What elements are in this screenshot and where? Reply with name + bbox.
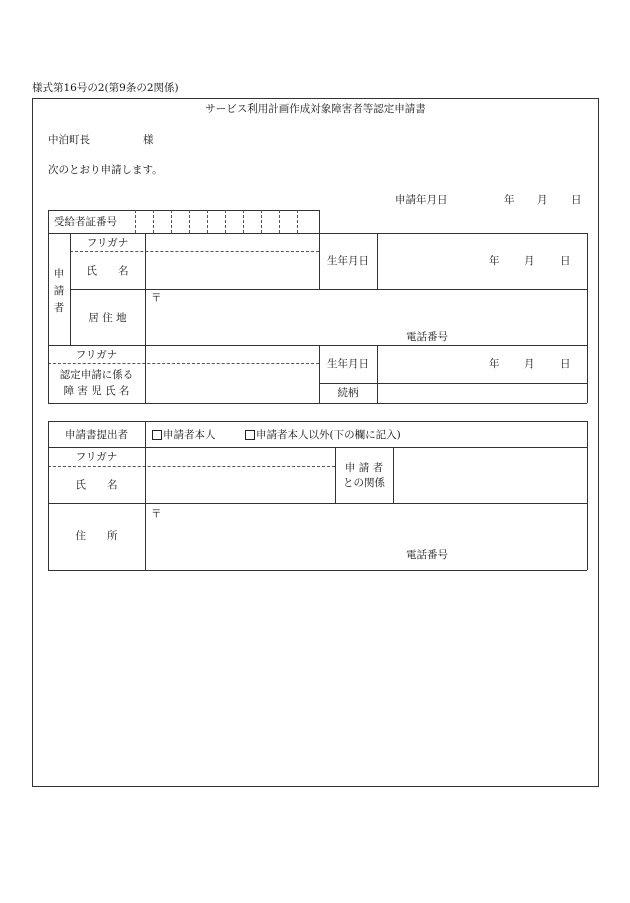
applicant-birth-label: 生年月日 [327,255,369,267]
application-date-label: 申請年月日 [395,194,448,206]
submitter-relation-line1: 申 請 者 [344,462,384,474]
applicant-birth-day: 日 [560,255,571,267]
child-furigana-label: フリガナ [75,349,118,361]
child-birth-day: 日 [560,358,571,370]
submitter-phone-label: 電話番号 [406,549,448,561]
child-name-label-line1: 認定申請に係る [59,369,134,381]
child-birth-month: 月 [524,358,535,370]
addressee-honorific: 様 [143,134,154,146]
submitter-furigana-label: フリガナ [75,451,118,463]
child-relation-label: 続柄 [337,387,359,399]
addressee-name: 中泊町長 [48,134,90,146]
child-birth-year: 年 [489,358,500,370]
recipient-id-label: 受給者証番号 [54,216,117,228]
option-other-label: 申請者本人以外(下の欄に記入) [256,429,401,441]
applicant-birth-year: 年 [489,255,500,267]
checkbox-other[interactable] [245,430,255,440]
option-self-label: 申請者本人 [163,429,216,441]
applicant-side-label: 申 請 者 [53,268,65,314]
child-name-label-line2: 障 害 児 氏 名 [63,385,130,397]
child-birth-label: 生年月日 [327,358,369,370]
submitter-address-label: 住 所 [75,530,118,542]
applicant-furigana-label: フリガナ [86,237,129,249]
submitter-name-label: 氏 名 [75,479,118,491]
submitter-label: 申請書提出者 [65,429,128,441]
applicant-name-label: 氏 名 [86,265,129,277]
application-date-month: 月 [537,194,548,206]
application-date-year: 年 [504,194,515,206]
submitter-relation-line2: との関係 [343,477,385,489]
applicant-birth-month: 月 [524,255,535,267]
submitter-postal-mark: 〒 [151,508,162,520]
form-title: サービス利用計画作成対象障害者等認定申請書 [205,103,426,115]
applicant-postal-mark: 〒 [151,292,162,304]
form-number: 様式第16号の2(第9条の2関係) [32,82,179,94]
intro-text: 次のとおり申請します。 [48,164,163,176]
application-date-day: 日 [571,194,582,206]
applicant-address-label: 居 住 地 [88,312,127,324]
checkbox-self[interactable] [152,430,162,440]
applicant-phone-label: 電話番号 [406,331,448,343]
